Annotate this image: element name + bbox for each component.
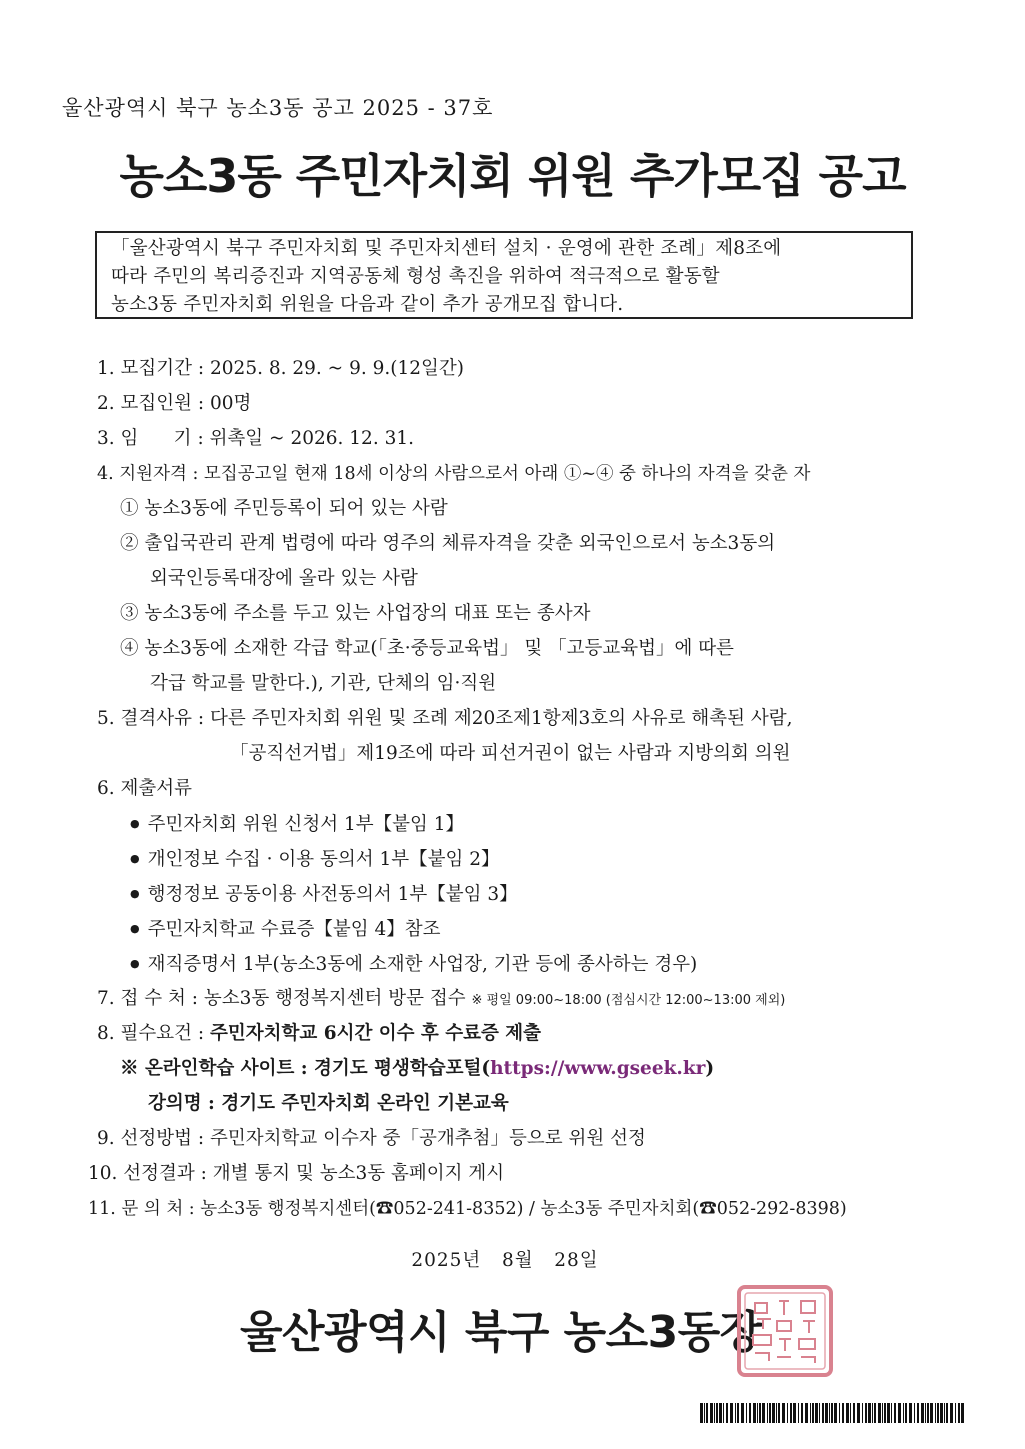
intro-line: 「울산광역시 북구 주민자치회 및 주민자치센터 설치 · 운영에 관한 조례」제8조에	[111, 238, 782, 259]
intro-box	[95, 231, 913, 319]
document-3: ● 행정정보 공동이용 사전동의서 1부【붙임 3】	[130, 882, 518, 907]
online-site-link[interactable]: https://www.gseek.kr	[490, 1058, 706, 1079]
item-period: 1. 모집기간 : 2025. 8. 29. ~ 9. 9.(12일간)	[97, 358, 464, 379]
qualification-3: ③ 농소3동에 주소를 두고 있는 사업장의 대표 또는 종사자	[120, 603, 591, 624]
item-receipt-note: ※ 평일 09:00~18:00 (점심시간 12:00~13:00 제외)	[471, 993, 786, 1008]
issue-date: 2025년 8월 28일	[411, 1250, 599, 1271]
item-receipt	[97, 987, 785, 1013]
item-result: 10. 선정결과 : 개별 통지 및 농소3동 홈페이지 게시	[88, 1163, 505, 1184]
official-seal-icon	[735, 1283, 835, 1379]
online-site-close: )	[705, 1058, 715, 1079]
notice-number: 울산광역시 북구 농소3동 공고 2025 - 37호	[62, 96, 494, 120]
item-requirement-value: 주민자치학교 6시간 이수 후 수료증 제출	[210, 1023, 542, 1044]
course-name: 강의명 : 경기도 주민자치회 온라인 기본교육	[148, 1093, 509, 1114]
item-term-value: 위촉일 ~ 2026. 12. 31.	[209, 428, 415, 449]
document-1: ● 주민자치회 위원 신청서 1부【붙임 1】	[130, 812, 464, 837]
page-title: 농소3동 주민자치회 위원 추가모집 공고	[119, 149, 906, 203]
online-site-label: ※ 온라인학습 사이트 : 경기도 평생학습포털(	[120, 1058, 491, 1079]
qualification-2: ② 출입국관리 관계 법령에 따라 영주의 체류자격을 갖춘 외국인으로서 농소3동의	[120, 533, 776, 554]
item-contact: 11. 문 의 처 : 농소3동 행정복지센터(☎052-241-8352) / 농소3동 주민자치회(☎052-292-8398)	[88, 1199, 847, 1219]
item-selection: 9. 선정방법 : 주민자치학교 이수자 중「공개추첨」등으로 위원 선정	[97, 1128, 646, 1149]
item-requirement-label: 8. 필수요건 :	[97, 1023, 205, 1044]
document-4: ● 주민자치학교 수료증【붙임 4】참조	[130, 917, 440, 942]
intro-line: 농소3동 주민자치회 위원을 다음과 같이 추가 공개모집 합니다.	[111, 294, 624, 315]
item-disqualification: 5. 결격사유 : 다른 주민자치회 위원 및 조례 제20조제1항제3호의 사유로 해촉된 사람,	[97, 708, 793, 729]
document-5: ● 재직증명서 1부(농소3동에 소재한 사업장, 기관 등에 종사하는 경우)	[130, 952, 697, 977]
item-receipt-text: 7. 접 수 처 : 농소3동 행정복지센터 방문 접수	[97, 988, 466, 1009]
item-term	[97, 427, 414, 451]
intro-line: 따라 주민의 복리증진과 지역공동체 형성 촉진을 위하여 적극적으로 활동할	[111, 266, 720, 287]
item-disqualification-cont: 「공직선거법」제19조에 따라 피선거권이 없는 사람과 지방의회 의원	[230, 743, 791, 764]
item-documents: 6. 제출서류	[97, 778, 193, 799]
qualification-2-cont: 외국인등록대장에 올라 있는 사람	[150, 568, 418, 589]
qualification-4: ④ 농소3동에 소재한 각급 학교(「초·중등교육법」 및 「고등교육법」에 따른	[120, 638, 734, 659]
qualification-4-cont: 각급 학교를 말한다.), 기관, 단체의 임·직원	[150, 673, 497, 694]
item-requirement	[97, 1022, 541, 1046]
document-2: ● 개인정보 수집 · 이용 동의서 1부【붙임 2】	[130, 847, 500, 872]
qualification-1: ① 농소3동에 주민등록이 되어 있는 사람	[120, 498, 448, 519]
item-qualification: 4. 지원자격 : 모집공고일 현재 18세 이상의 사람으로서 아래 ①~④ 중 하나의 자격을 갖춘 자	[97, 464, 811, 484]
item-term-label: 3. 임 기 :	[97, 428, 204, 449]
online-site	[120, 1057, 714, 1081]
barcode-icon	[700, 1403, 968, 1423]
item-count: 2. 모집인원 : 00명	[97, 393, 252, 414]
signer-name: 울산광역시 북구 농소3동장	[240, 1307, 762, 1358]
